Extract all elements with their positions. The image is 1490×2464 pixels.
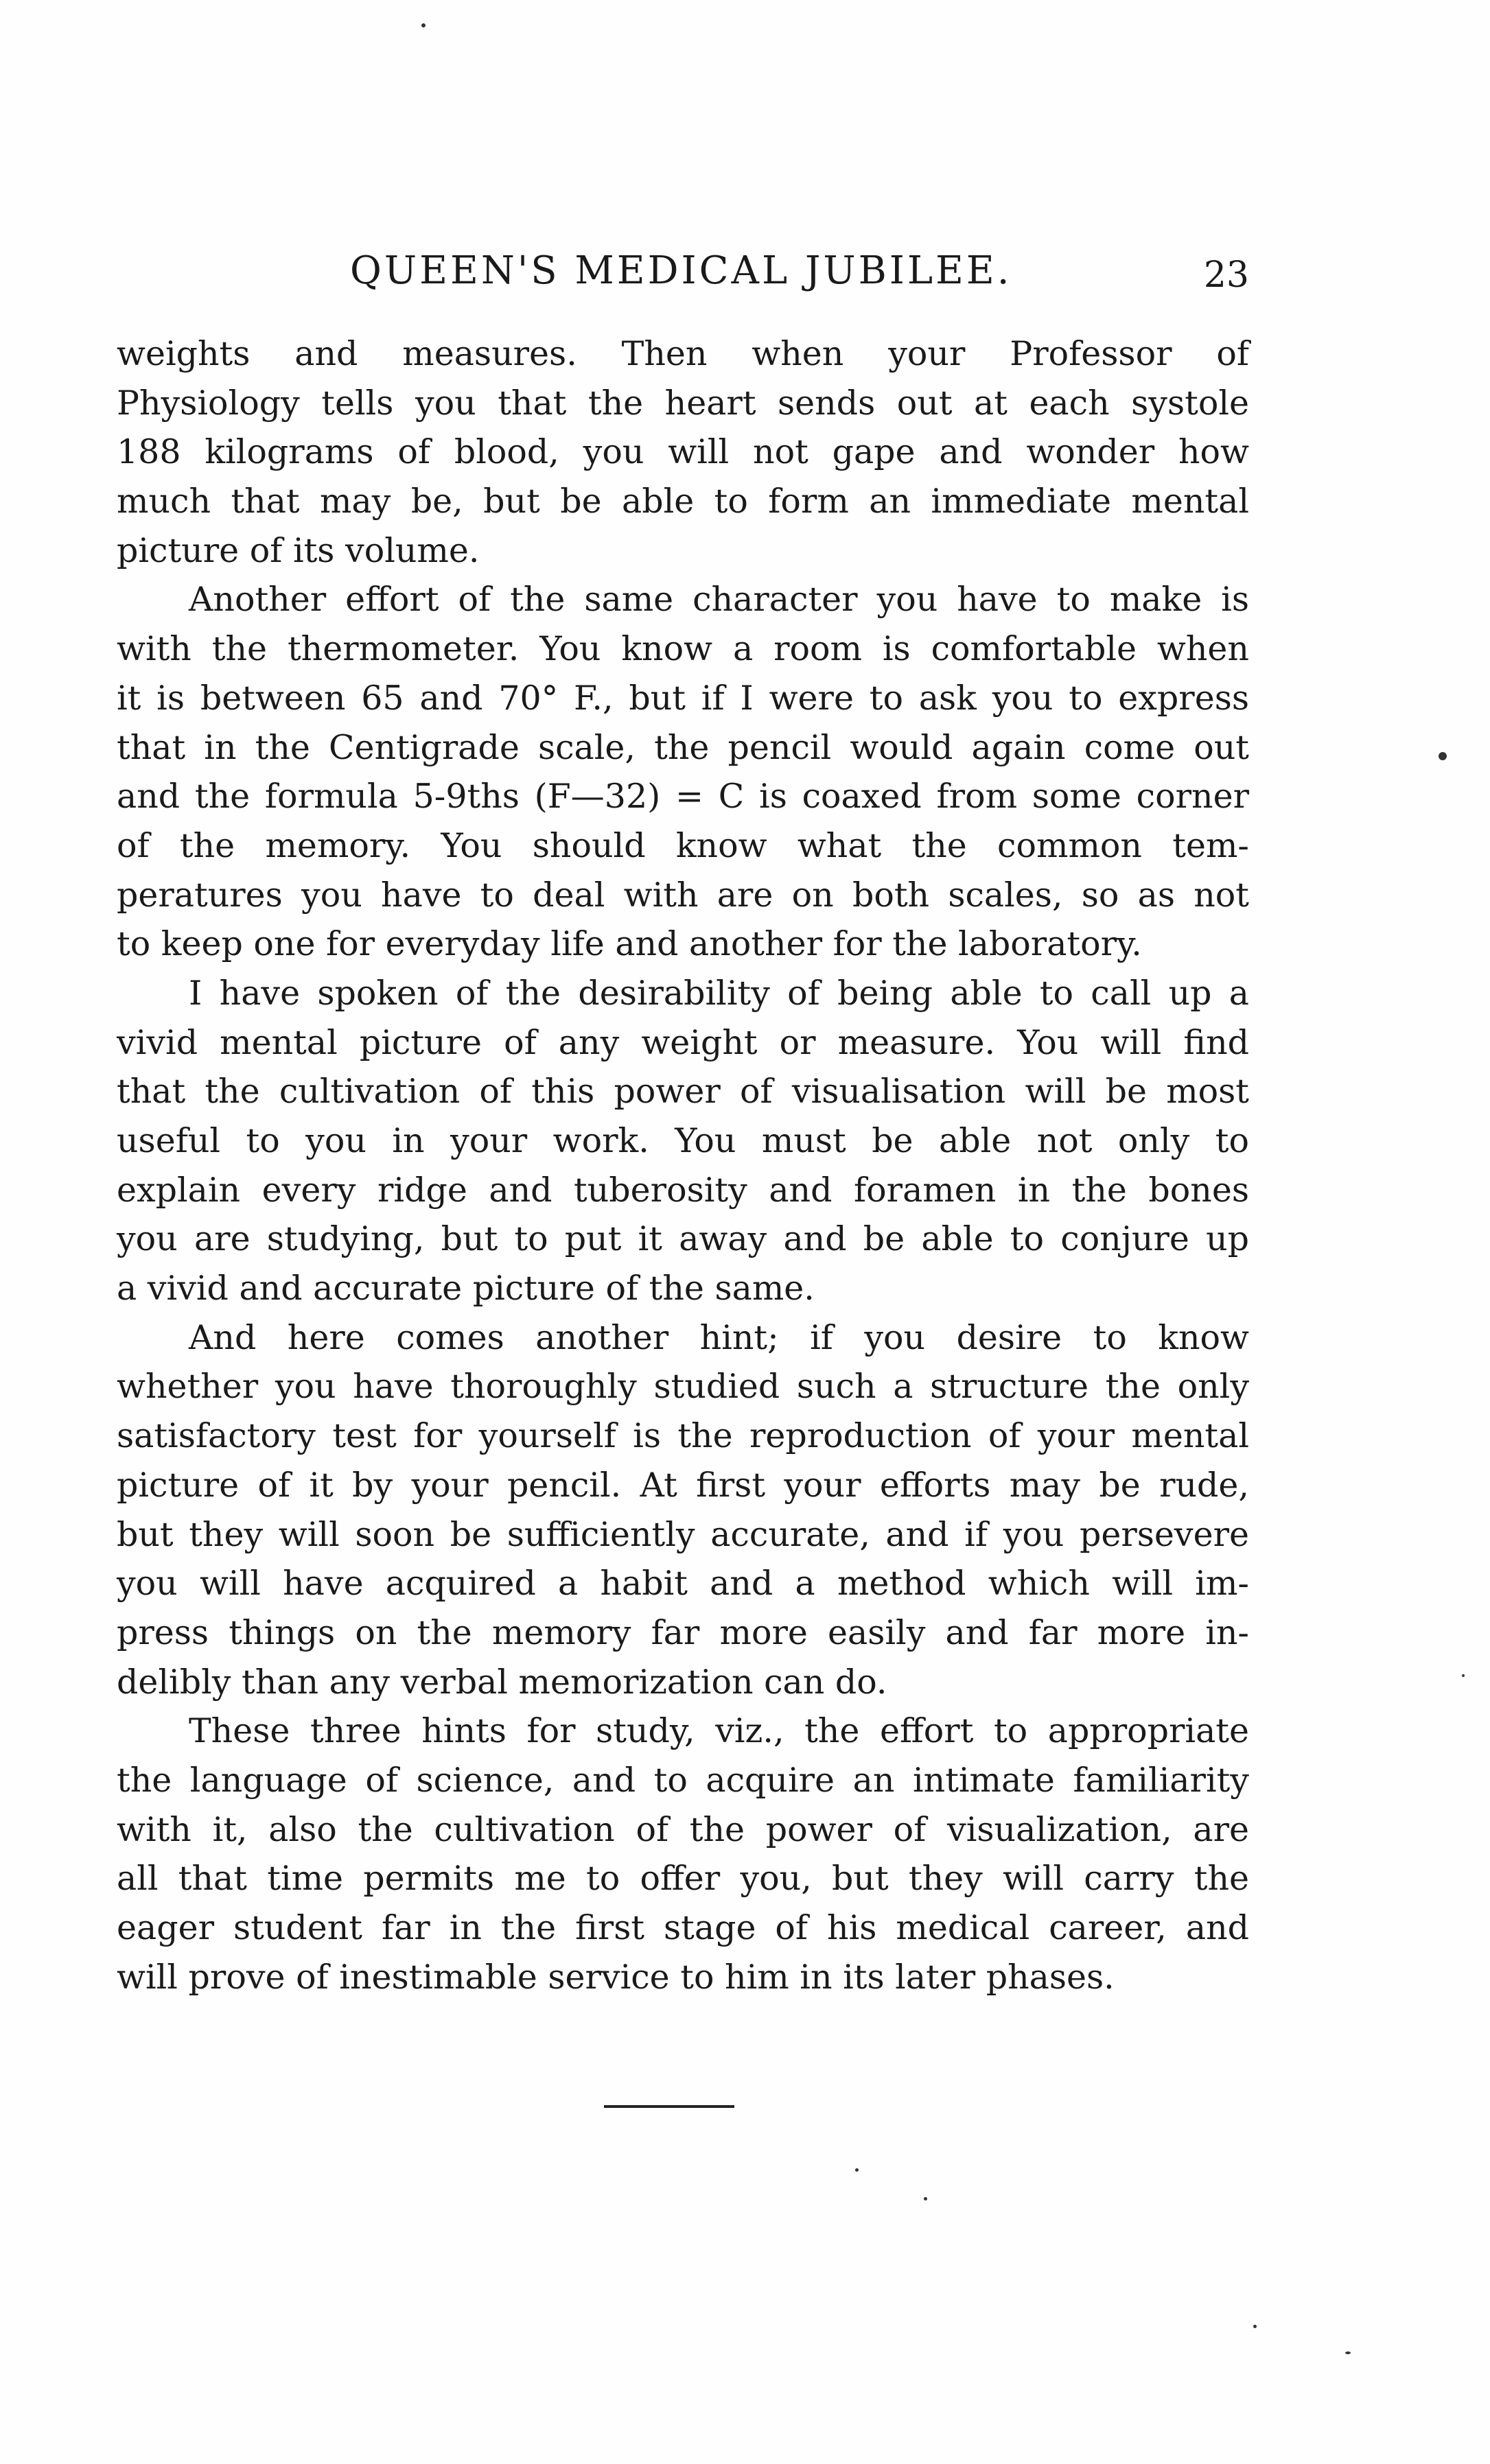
text-line: These three hints for study, viz., the effort to appropriate xyxy=(189,1711,1249,1751)
text-line: much that may be, but be able to form an immediate mental xyxy=(117,482,1249,521)
scan-speck xyxy=(1253,2325,1257,2328)
text-line: you are studying, but to put it away and be able to conjure up xyxy=(117,1219,1249,1259)
text-line: Another effort of the same character you have to make is xyxy=(189,580,1249,620)
scan-speck xyxy=(924,2197,927,2201)
text-line: press things on the memory far more easily and far more in- xyxy=(117,1612,1249,1652)
text-line: but they will soon be sufficiently accurate, and if you persevere xyxy=(117,1514,1249,1554)
text-line: to keep one for everyday life and another for the laboratory. xyxy=(117,924,1142,964)
text-line: that the cultivation of this power of visualisation will be most xyxy=(117,1072,1249,1112)
page-number: 23 xyxy=(1203,255,1249,296)
text-line: satisfactory test for yourself is the reproduction of your mental xyxy=(117,1416,1249,1456)
text-line: vivid mental picture of any weight or measure. You will find xyxy=(117,1022,1249,1062)
scan-speck xyxy=(1345,2351,1351,2354)
text-line: a vivid and accurate picture of the same. xyxy=(117,1269,815,1309)
text-line: peratures you have to deal with are on both scales, so as not xyxy=(117,875,1249,915)
text-line: the language of science, and to acquire an intimate familiarity xyxy=(117,1760,1249,1800)
text-line: all that time permits me to offer you, but they will carry the xyxy=(117,1859,1249,1899)
text-line: that in the Centigrade scale, the pencil would again come out xyxy=(117,727,1249,767)
text-line: useful to you in your work. You must be able not only to xyxy=(117,1121,1249,1160)
scan-speck xyxy=(1439,752,1447,760)
text-line: with it, also the cultivation of the power of visualization, are xyxy=(117,1809,1249,1849)
text-line: eager student far in the first stage of his medical career, and xyxy=(117,1908,1249,1947)
running-header xyxy=(117,244,1249,298)
text-line: you will have acquired a habit and a method which will im- xyxy=(117,1564,1249,1604)
scan-speck xyxy=(855,2168,859,2172)
text-line: of the memory. You should know what the common tem- xyxy=(117,825,1249,865)
text-line: Physiology tells you that the heart sends out at each systole xyxy=(117,383,1249,423)
text-line: I have spoken of the desirability of being able to call up a xyxy=(189,973,1249,1013)
text-line: delibly than any verbal memorization can do. xyxy=(117,1662,887,1702)
body-text xyxy=(117,329,1249,2002)
section-end-rule xyxy=(604,2105,734,2108)
scan-speck xyxy=(1462,1674,1465,1677)
text-line: it is between 65 and 70° F., but if I were to ask you to express xyxy=(117,678,1249,718)
running-title: QUEEN'S MEDICAL JUBILEE. xyxy=(350,248,1012,293)
text-line: 188 kilograms of blood, you will not gape and wonder how xyxy=(117,432,1249,472)
text-line: whether you have thoroughly studied such a structure the only xyxy=(117,1367,1249,1407)
text-line: will prove of inestimable service to him in its later phases. xyxy=(117,1957,1115,1997)
text-line: And here comes another hint; if you desire to know xyxy=(189,1317,1249,1357)
text-line: picture of its volume. xyxy=(117,530,480,570)
text-line: with the thermometer. You know a room is comfortable when xyxy=(117,629,1249,669)
text-line: and the formula 5-9ths (F—32) = C is coaxed from some corner xyxy=(117,777,1249,817)
text-line: picture of it by your pencil. At first your efforts may be rude, xyxy=(117,1465,1249,1505)
text-line: weights and measures. Then when your Professor of xyxy=(117,334,1249,373)
text-line: explain every ridge and tuberosity and foramen in the bones xyxy=(117,1170,1249,1210)
scan-speck xyxy=(421,23,426,27)
